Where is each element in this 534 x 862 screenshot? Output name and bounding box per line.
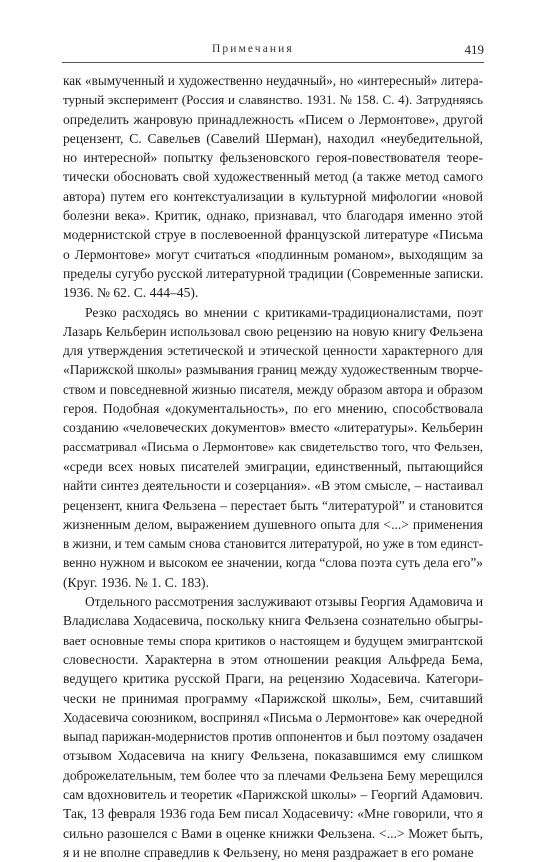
text-line: доброжелательным, тем более что за плечами Фельзена Бему мерещился bbox=[63, 767, 483, 783]
text-line: в жизни, и тем самым снова становится литературой, но уже в том единст- bbox=[63, 536, 483, 552]
text-line: 1936. № 62. С. 444–45). bbox=[63, 285, 199, 301]
page-number: 419 bbox=[464, 42, 484, 57]
text-line: Резко расходясь во мнении с критиками-традиционалистами, поэт bbox=[85, 304, 483, 320]
text-line: турный эксперимент (Россия и славянство. 1931. № 158. С. 4). Затрудняясь bbox=[63, 92, 483, 108]
text-line: «среди всех новых писателей эмиграции, единственный, пытающийся bbox=[63, 458, 483, 474]
text-line: рецензент, С. Савельев (Савелий Шерман), находил «неубедительной, bbox=[63, 130, 483, 146]
text-line: я и не вполне справедлив к Фельзену, но меня раздражает в его романе bbox=[63, 844, 474, 860]
text-line: рассматривал «Письма о Лермонтове» как свидетельство того, что Фельзен, bbox=[63, 439, 483, 454]
text-line: для утверждения эстетической и этической ценности характерного для bbox=[63, 343, 483, 359]
text-line: определить жанровую принадлежность «Писем о Лермонтове», другой bbox=[63, 111, 483, 127]
text-line: «Парижской школы» размывания границ между художественным творче- bbox=[63, 362, 483, 378]
text-line: модернистской струе в послевоенной французской литературе «Письма bbox=[63, 227, 483, 243]
text-line: ством и повседневной жизнью писателя, между образом автора и образом bbox=[63, 381, 483, 397]
text-line: Владислава Ходасевича, поскольку книга Фельзена сознательно обыгры- bbox=[63, 613, 483, 629]
header-rule bbox=[62, 62, 484, 63]
text-line: сильно разошелся с Вами в оценке книжки Фельзена. <...> Может быть, bbox=[63, 825, 483, 841]
text-line: сам вдохновитель и теоретик «Парижской школы» – Георгий Адамович. bbox=[63, 786, 483, 802]
running-header bbox=[62, 43, 484, 61]
text-line: созданию «человеческих документов» вместо «литературы». Кельберин bbox=[63, 420, 483, 436]
paragraph bbox=[63, 71, 483, 303]
text-line: жизненным делом, выражением душевного опыта для <...> применения bbox=[63, 516, 483, 532]
paragraph bbox=[63, 592, 483, 862]
text-line: ведущего критика русской Праги, на рецензию Ходасевича. Категори- bbox=[63, 671, 483, 687]
text-line: Лазарь Кельберин использовал свою рецензию на новую книгу Фельзена bbox=[63, 323, 483, 339]
running-header-title: Примечания bbox=[212, 43, 294, 55]
text-line: Так, 13 февраля 1936 года Бем писал Ходасевичу: «Мне говорили, что я bbox=[63, 806, 483, 822]
text-line: как «вымученный и художественно неудачный», но «интересный» литера- bbox=[63, 73, 483, 88]
text-line: рецензент, книга Фельзена – перестает быть “литературой” и становится bbox=[63, 497, 483, 513]
text-line: чески не принимая программу «Парижской школы», Бем, считавший bbox=[63, 690, 483, 706]
text-line: отзывом Ходасевича на книгу Фельзена, показавшимся ему слишком bbox=[63, 748, 483, 764]
text-line: но интересной» попытку фельзеновского героя-повествователя теоре- bbox=[63, 150, 483, 166]
text-line: найти синтез деятельности и созерцания». «В этом смысле, – настаивал bbox=[63, 478, 483, 494]
body-text bbox=[63, 71, 483, 862]
text-line: Отдельного рассмотрения заслуживают отзывы Георгия Адамовича и bbox=[85, 594, 483, 610]
text-line: Ходасевича союзником, воспринял «Письма о Лермонтове» как очередной bbox=[63, 709, 483, 725]
paragraph bbox=[63, 303, 483, 592]
text-line: героя. Подобная «документальность», по его мнению, способствовала bbox=[63, 401, 483, 417]
text-line: автора) путем его контекстуализации в культурной мифологии «новой bbox=[63, 188, 483, 204]
text-line: пределы сугубо русской литературной традиции (Современные записки. bbox=[63, 265, 483, 281]
text-line: о Лермонтове» могут считаться «подлинным романом», выходящим за bbox=[63, 246, 483, 262]
text-line: выпад парижан-модернистов против оппонентов и был поэтому озадачен bbox=[63, 729, 483, 745]
text-line: болезни века». Критик, однако, признавал, что благодаря именно этой bbox=[63, 208, 483, 224]
text-line: словесности. Характерна в этом отношении реакция Альфреда Бема, bbox=[63, 651, 483, 667]
text-line: (Круг. 1936. № 1. С. 183). bbox=[63, 574, 209, 590]
text-line: тически обосновать свой художественный метод (а также метод самого bbox=[63, 169, 483, 185]
text-line: венно нужном и высоком ее значении, когда “слова поэта суть дела его”» bbox=[63, 555, 483, 571]
text-line: вает основные темы спора критиков о настоящем и будущем эмигрантской bbox=[63, 632, 483, 648]
